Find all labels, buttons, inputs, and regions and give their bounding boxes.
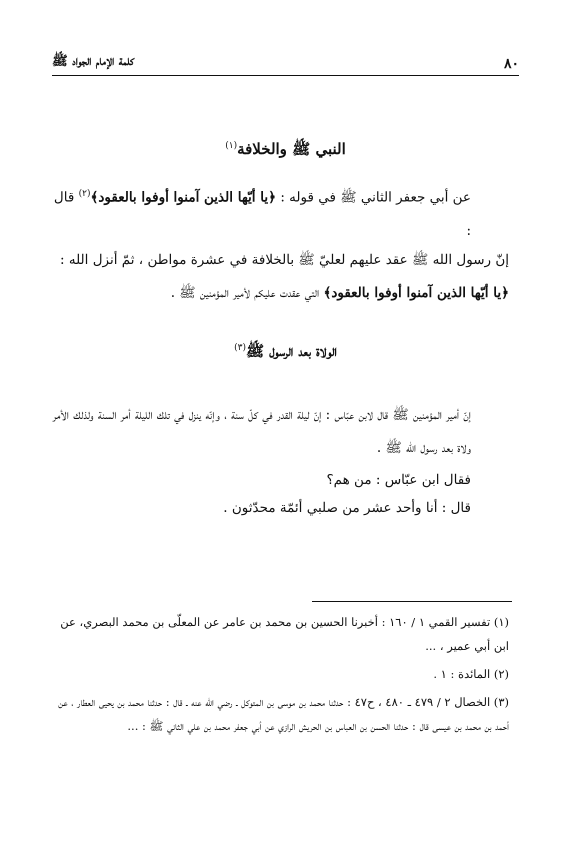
- footnote: (١) تفسير القمي ١ / ١٦٠ : أخبرنا الحسين بن محمد بن عامر عن المعلّى بن محمد البصري، عن ابن أبي عمير ، ...: [60, 615, 509, 653]
- paragraph: [52, 178, 509, 248]
- paragraph: قال : أنا وأحد عشر من صلبي أئمّة محدّثون .: [223, 500, 471, 516]
- footnote-rule: [312, 601, 512, 602]
- paragraph: إنّ أمير المؤمنين ﷺ قال لابن عبّاس : إنّ ليلة القدر في كلّ سنة ، وإنّه ينزل في تلك الليلة أمر السنة ولذلك الأمر ولاة بعد رسول الله ﷺ .: [52, 407, 471, 456]
- paragraph: فقال ابن عبّاس : من هم؟: [326, 472, 471, 488]
- section-heading-caliphate: [52, 140, 519, 162]
- footnote: (٢) المائدة : ١ .: [433, 667, 509, 681]
- paragraph-text: إنّ رسول الله ﷺ عقد عليهم لعليّ ﷺ بالخلافة في عشرة مواطن ، ثمّ أنزل الله :: [60, 252, 509, 268]
- paragraph-text: قال :: [53, 189, 471, 239]
- page-number: ٨٠: [503, 56, 519, 72]
- footnote-ref: (٢): [78, 189, 91, 199]
- footnote-ref: (١): [225, 141, 238, 151]
- running-header: [52, 52, 519, 72]
- heading-text: النبي ﷺ والخلافة: [237, 140, 346, 158]
- quran-quote: ﴿يا أيّها الذين آمنوا أوفوا بالعقود﴾: [323, 285, 509, 301]
- paragraph-text: عن أبي جعفر الثاني ﷺ في قوله :: [276, 189, 471, 206]
- running-title: كلمة الإمام الجواد ﷺ: [52, 54, 135, 69]
- footnote: (٣) الخصال ٢ / ٤٧٩ ـ ٤٨٠ ، ح٤٧ : حدثنا محمد بن موسى بن المتوكل ـ رضي الله عنه ـ قال : حدثنا محمد بن يحيى العطار ، عن أحمد بن محمد بن عيسى قال : حدثنا الحسن بن العباس بن الحريش الرازي عن أبي جعفر محمد بن علي الثاني ﷺ : ...: [58, 695, 509, 733]
- paragraph: [52, 244, 509, 310]
- heading-text: الولاة بعد الرسول ﷺ: [245, 342, 337, 360]
- paragraph-text: التي عقدت عليكم لأمير المؤمنين ﷺ .: [170, 285, 324, 301]
- quran-quote: ﴿يا أيّها الذين آمنوا أوفوا بالعقود﴾: [90, 189, 277, 206]
- header-rule: [52, 75, 519, 76]
- footnote-ref: (٣): [234, 343, 246, 353]
- section-heading-successors: [52, 342, 519, 364]
